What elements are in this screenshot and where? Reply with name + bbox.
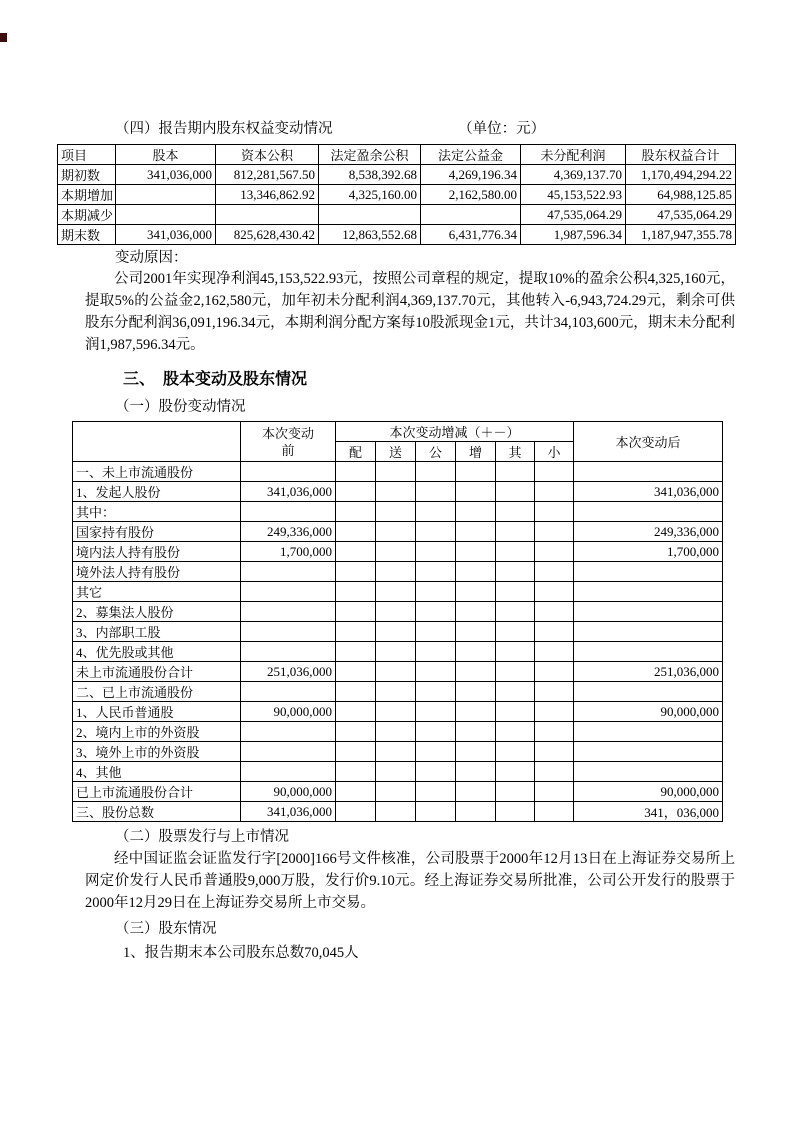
value-cell (216, 205, 319, 225)
value-cell (535, 602, 574, 622)
value-cell (574, 682, 723, 702)
table-row (73, 542, 723, 562)
value-cell (376, 482, 416, 502)
value-cell: 249,336,000 (241, 522, 336, 542)
row-label-cell: 1、人民币普通股 (73, 702, 241, 722)
value-cell (421, 205, 521, 225)
value-cell (416, 642, 456, 662)
equity-change-table (57, 144, 736, 245)
value-cell (376, 502, 416, 522)
value-cell: 4,369,137.70 (521, 165, 626, 185)
value-cell: 1,987,596.34 (521, 225, 626, 245)
value-cell (376, 562, 416, 582)
column-header-surplus-reserve: 法定盈余公积 (319, 145, 421, 165)
value-cell (535, 802, 574, 822)
value-cell (336, 642, 376, 662)
value-cell (496, 682, 535, 702)
value-cell (456, 682, 496, 702)
scan-artifact-mark (0, 33, 7, 42)
value-cell (241, 742, 336, 762)
value-cell (496, 722, 535, 742)
value-cell (376, 662, 416, 682)
value-cell (535, 522, 574, 542)
value-cell (496, 602, 535, 622)
value-cell (496, 622, 535, 642)
value-cell (535, 682, 574, 702)
value-cell (496, 522, 535, 542)
value-cell (574, 622, 723, 642)
subcol-reserve-conversion: 公 (416, 442, 456, 462)
share-table-header-row-1 (73, 422, 723, 442)
value-cell (376, 702, 416, 722)
value-cell: 341,036,000 (241, 482, 336, 502)
shareholder-count-line: 1、报告期末本公司股东总数70,045人 (123, 945, 359, 961)
after-column-header: 本次变动后 (574, 422, 723, 462)
unit-label: （单位：元） (458, 121, 546, 137)
row-label-cell: 4、优先股或其他 (73, 642, 241, 662)
value-cell (376, 602, 416, 622)
value-cell (535, 622, 574, 642)
value-cell (535, 742, 574, 762)
value-cell (116, 185, 216, 205)
value-cell (535, 502, 574, 522)
value-cell: 4,269,196.34 (421, 165, 521, 185)
value-cell (336, 542, 376, 562)
row-label-cell: 3、内部职工股 (73, 622, 241, 642)
value-cell (376, 642, 416, 662)
table-row (58, 225, 736, 245)
value-cell (336, 762, 376, 782)
value-cell (456, 542, 496, 562)
value-cell (535, 722, 574, 742)
row-label-cell: 一、未上市流通股份 (73, 462, 241, 482)
value-cell (336, 602, 376, 622)
value-cell (376, 762, 416, 782)
change-group-header: 本次变动增减（＋－） (336, 422, 574, 442)
table-row (73, 522, 723, 542)
value-cell (416, 702, 456, 722)
value-cell: 90,000,000 (574, 702, 723, 722)
value-cell: 90,000,000 (574, 782, 723, 802)
value-cell: 341,036,000 (574, 482, 723, 502)
value-cell: 825,628,430.42 (216, 225, 319, 245)
value-cell (496, 762, 535, 782)
table-row (73, 702, 723, 722)
value-cell (336, 682, 376, 702)
value-cell (535, 702, 574, 722)
value-cell (456, 582, 496, 602)
value-cell (496, 782, 535, 802)
value-cell: 90,000,000 (241, 782, 336, 802)
value-cell (376, 782, 416, 802)
table-row (73, 682, 723, 702)
equity-table-header-row (58, 145, 736, 165)
value-cell (416, 562, 456, 582)
value-cell (416, 762, 456, 782)
value-cell (241, 582, 336, 602)
value-cell: 64,988,125.85 (626, 185, 736, 205)
row-label-cell: 境外法人持有股份 (73, 562, 241, 582)
table-row (73, 802, 723, 822)
share-change-table (72, 421, 723, 822)
value-cell: 13,346,862.92 (216, 185, 319, 205)
table-row (58, 165, 736, 185)
value-cell (496, 642, 535, 662)
value-cell (456, 782, 496, 802)
value-cell: 8,538,392.68 (319, 165, 421, 185)
value-cell: 6,431,776.34 (421, 225, 521, 245)
equity-section-title-row (57, 120, 735, 139)
value-cell (456, 482, 496, 502)
row-label-cell: 本期增加 (58, 185, 116, 205)
column-header-share-capital: 股本 (116, 145, 216, 165)
value-cell (574, 762, 723, 782)
value-cell: 341,036,000 (241, 802, 336, 822)
value-cell (336, 562, 376, 582)
value-cell: 12,863,552.68 (319, 225, 421, 245)
value-cell (116, 205, 216, 225)
value-cell (535, 462, 574, 482)
value-cell (416, 742, 456, 762)
share-table-body (73, 462, 723, 822)
table-row (58, 205, 736, 225)
row-label-cell: 期初数 (58, 165, 116, 185)
before-column-label: 本次变动前 (261, 425, 314, 458)
row-label-cell: 2、境内上市的外资股 (73, 722, 241, 742)
value-cell: 1,700,000 (574, 542, 723, 562)
row-label-cell: 本期减少 (58, 205, 116, 225)
row-label-cell: 其中： (73, 502, 241, 522)
value-cell: 47,535,064.29 (626, 205, 736, 225)
value-cell (574, 642, 723, 662)
value-cell (496, 482, 535, 502)
value-cell: 45,153,522.93 (521, 185, 626, 205)
value-cell (376, 722, 416, 742)
value-cell (319, 205, 421, 225)
value-cell (416, 802, 456, 822)
value-cell (496, 662, 535, 682)
value-cell: 4,325,160.00 (319, 185, 421, 205)
value-cell: 812,281,567.50 (216, 165, 319, 185)
value-cell (416, 602, 456, 622)
value-cell: 1,700,000 (241, 542, 336, 562)
subsection3-title: （三）股东情况 (115, 921, 217, 937)
value-cell (535, 782, 574, 802)
value-cell (376, 742, 416, 762)
table-row (73, 462, 723, 482)
value-cell (416, 582, 456, 602)
subcol-rights-issue: 配 (336, 442, 376, 462)
value-cell (336, 802, 376, 822)
row-label-cell: 国家持有股份 (73, 522, 241, 542)
value-cell (241, 502, 336, 522)
value-cell: 341,036,000 (116, 165, 216, 185)
value-cell (416, 522, 456, 542)
value-cell (241, 722, 336, 742)
value-cell (241, 642, 336, 662)
table-row (73, 762, 723, 782)
table-row (73, 782, 723, 802)
label-column-header (73, 422, 241, 462)
value-cell (336, 622, 376, 642)
value-cell (456, 562, 496, 582)
row-label-cell: 境内法人持有股份 (73, 542, 241, 562)
table-row (73, 722, 723, 742)
value-cell (535, 762, 574, 782)
value-cell (574, 502, 723, 522)
value-cell (535, 662, 574, 682)
column-header-item: 项目 (58, 145, 116, 165)
row-label-cell: 三、股份总数 (73, 802, 241, 822)
value-cell (241, 682, 336, 702)
value-cell (416, 502, 456, 522)
value-cell (456, 702, 496, 722)
value-cell (376, 522, 416, 542)
value-cell: 2,162,580.00 (421, 185, 521, 205)
subcol-subtotal: 小 (535, 442, 574, 462)
change-reason-paragraph: 公司2001年实现净利润45,153,522.93元，按照公司章程的规定，提取10%的盈余公积4,325,160元，提取5%的公益金2,162,580元，加年初未分配利润4,369,137.70元，其他转入-6,943,724.29元，剩余可供股东分配利润36,091,196.34元，本期利润分配方案每10股派现金1元，共计34,103,600元，期末未分配利润1,987,596.34元。 (85, 271, 735, 353)
column-header-total-equity: 股东权益合计 (626, 145, 736, 165)
section3-heading: 三、 股本变动及股东情况 (123, 371, 308, 388)
value-cell (241, 762, 336, 782)
value-cell (574, 722, 723, 742)
value-cell (456, 502, 496, 522)
value-cell (456, 742, 496, 762)
value-cell (376, 542, 416, 562)
table-row (73, 642, 723, 662)
value-cell (336, 702, 376, 722)
value-cell (496, 542, 535, 562)
value-cell (336, 722, 376, 742)
row-label-cell: 1、发起人股份 (73, 482, 241, 502)
table-row (58, 185, 736, 205)
before-column-header (241, 422, 336, 462)
value-cell (496, 502, 535, 522)
value-cell (456, 762, 496, 782)
value-cell (241, 562, 336, 582)
value-cell (336, 582, 376, 602)
value-cell (376, 462, 416, 482)
change-reason-label: 变动原因： (115, 250, 188, 266)
table-row (73, 562, 723, 582)
value-cell (376, 582, 416, 602)
row-label-cell: 3、境外上市的外资股 (73, 742, 241, 762)
column-header-welfare-fund: 法定公益金 (421, 145, 521, 165)
table-row (73, 502, 723, 522)
value-cell (496, 582, 535, 602)
value-cell (496, 742, 535, 762)
value-cell (416, 662, 456, 682)
value-cell (496, 802, 535, 822)
row-label-cell: 已上市流通股份合计 (73, 782, 241, 802)
value-cell (336, 502, 376, 522)
value-cell: 251,036,000 (574, 662, 723, 682)
value-cell (456, 462, 496, 482)
value-cell (336, 742, 376, 762)
value-cell (456, 662, 496, 682)
value-cell (574, 462, 723, 482)
value-cell (535, 642, 574, 662)
value-cell (535, 582, 574, 602)
value-cell (574, 742, 723, 762)
value-cell: 251,036,000 (241, 662, 336, 682)
subcol-new-issue: 增 (456, 442, 496, 462)
value-cell (574, 562, 723, 582)
value-cell: 1,170,494,294.22 (626, 165, 736, 185)
equity-section-title: （四）报告期内股东权益变动情况 (115, 121, 333, 137)
value-cell (456, 622, 496, 642)
value-cell (416, 462, 456, 482)
subsection1-title: （一）股份变动情况 (115, 399, 246, 415)
value-cell (416, 682, 456, 702)
value-cell (416, 622, 456, 642)
value-cell (574, 582, 723, 602)
equity-table-body (58, 165, 736, 245)
value-cell (535, 562, 574, 582)
value-cell (241, 622, 336, 642)
value-cell (535, 542, 574, 562)
value-cell (336, 522, 376, 542)
value-cell: 90,000,000 (241, 702, 336, 722)
value-cell (456, 522, 496, 542)
subcol-other: 其 (496, 442, 535, 462)
value-cell (456, 642, 496, 662)
value-cell (336, 662, 376, 682)
row-label-cell: 4、其他 (73, 762, 241, 782)
value-cell (376, 802, 416, 822)
value-cell (376, 622, 416, 642)
value-cell (336, 782, 376, 802)
value-cell (376, 682, 416, 702)
row-label-cell: 二、已上市流通股份 (73, 682, 241, 702)
value-cell (416, 782, 456, 802)
subcol-bonus-shares: 送 (376, 442, 416, 462)
issue-paragraph: 经中国证监会证监发行字[2000]166号文件核准，公司股票于2000年12月13日在上海证券交易所上网定价发行人民币普通股9,000万股，发行价9.10元。经上海证券交易所批准，公司公开发行的股票于2000年12月29日在上海证券交易所上市交易。 (85, 851, 735, 911)
table-row (73, 582, 723, 602)
value-cell (456, 722, 496, 742)
value-cell: 1,187,947,355.78 (626, 225, 736, 245)
value-cell: 341，036,000 (574, 802, 723, 822)
value-cell (416, 542, 456, 562)
value-cell (336, 482, 376, 502)
value-cell (416, 482, 456, 502)
column-header-undistributed-profit: 未分配利润 (521, 145, 626, 165)
value-cell (496, 562, 535, 582)
value-cell (496, 462, 535, 482)
row-label-cell: 其它 (73, 582, 241, 602)
table-row (73, 602, 723, 622)
value-cell (416, 722, 456, 742)
value-cell: 47,535,064.29 (521, 205, 626, 225)
value-cell (535, 482, 574, 502)
value-cell (456, 602, 496, 622)
table-row (73, 482, 723, 502)
row-label-cell: 未上市流通股份合计 (73, 662, 241, 682)
value-cell (336, 462, 376, 482)
value-cell (574, 602, 723, 622)
row-label-cell: 2、募集法人股份 (73, 602, 241, 622)
value-cell: 249,336,000 (574, 522, 723, 542)
table-row (73, 662, 723, 682)
subsection2-title: （二）股票发行与上市情况 (115, 829, 289, 845)
table-row (73, 742, 723, 762)
page-content (57, 120, 735, 964)
value-cell (496, 702, 535, 722)
column-header-capital-reserve: 资本公积 (216, 145, 319, 165)
value-cell (241, 462, 336, 482)
value-cell (456, 802, 496, 822)
value-cell (241, 602, 336, 622)
value-cell: 341,036,000 (116, 225, 216, 245)
row-label-cell: 期末数 (58, 225, 116, 245)
table-row (73, 622, 723, 642)
